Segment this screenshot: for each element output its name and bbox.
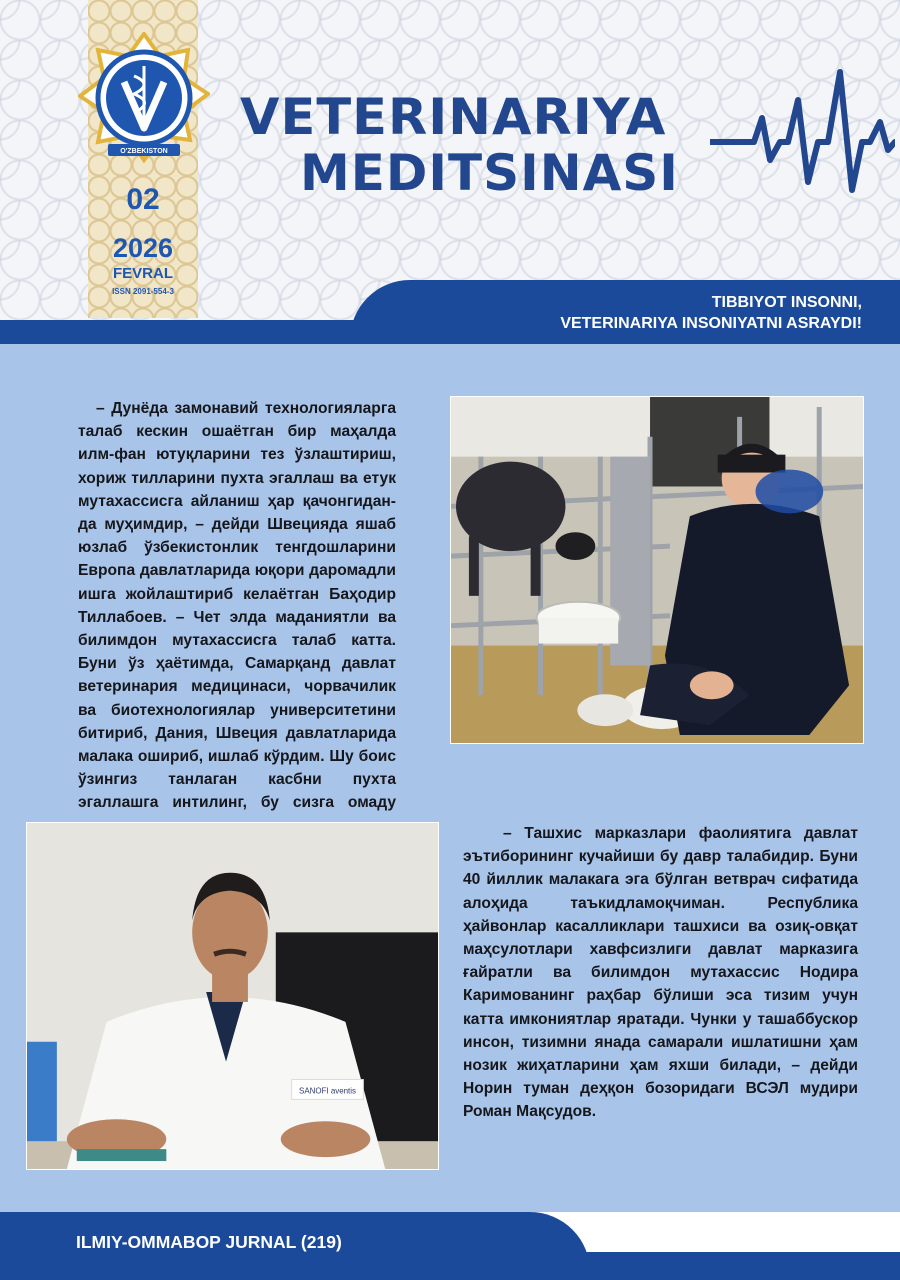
emblem-text: O'ZBEKISTON [120, 148, 168, 155]
issue-year: 2026 [112, 233, 174, 263]
article-paragraph-1: – Дунёда замонавий технологияларга талаб кескин ошаётган бир маҳалда илм-фан ютуқларини тез ўзлаштириш, хориж тилларини пухта эгаллаш ва етук мутахассисга айланиш ҳар қачонгидан-да муҳимдир, – дейди Швецияда яшаб юзлаб ўзбекистонлик тенгдошларини Европа давлатларида юқори даромадли ишга жойлаштириб келаётган Баҳодир Тиллабоев. – Чет элда маданиятли ва билимдон мутахассисга талаб катта. Буни ўз ҳаётимда, Самарқанд давлат ветеринария медицинаси, чорвачилик ва биотехнологиялар университетини битириб, Дания, Швеция давлатларида малака ошириб, ишлаб кўрдим. Шу боис ўзингиз танлаган касбни пухта эгаллашга интилинг, бу сизга омаду [78, 400, 396, 812]
slogan-line1: TIBBIYOT INSONNI, [711, 294, 862, 311]
magazine-title-line2: MEDITSINASI [300, 144, 679, 202]
issue-number: 02 [126, 183, 160, 216]
issn-number: ISSN 2091-554-3 [112, 287, 174, 296]
slogan-line2: VETERINARIYA INSONIYATNI ASRAYDI! [560, 315, 862, 332]
coat-badge: SANOFI aventis [299, 1086, 357, 1096]
photo-calf-barn [450, 396, 864, 744]
slogan [560, 292, 862, 334]
photo-veterinarian-portrait [26, 822, 439, 1170]
article-paragraph-2: – Ташхис марказлари фаолиятига давлат эътиборининг кучайиши бу давр талабидир. Буни 40 йиллик малакага эга бўлган ветврач сифатида алоҳида таъкидламоқчиман. Республика ҳайвонлар касалликлари ташхиси ва озиқ-овқат маҳсулотлари хавфсизлиги давлат марказига ғайратли ва билимдон мутахассис Нодира Каримованинг раҳбар бўлиши эса тизим учун катта имкониятлар яратади. Чунки у ташаббускор инсон, тизимни янада самарали ишлатишни ҳам нозик жиҳатларини ҳам яхши билади, – дейди Норин туман деҳқон бозоридаги ВСЭЛ мудири Роман Мақсудов. [463, 825, 858, 1121]
veterinary-emblem-icon [78, 32, 210, 164]
heartbeat-pulse-icon [710, 60, 895, 200]
magazine-title-line1: VETERINARIYA [240, 88, 667, 146]
issue-month: FEVRAL [113, 265, 173, 282]
footer-label: ILMIY-OMMABOP JURNAL (219) [76, 1232, 342, 1252]
